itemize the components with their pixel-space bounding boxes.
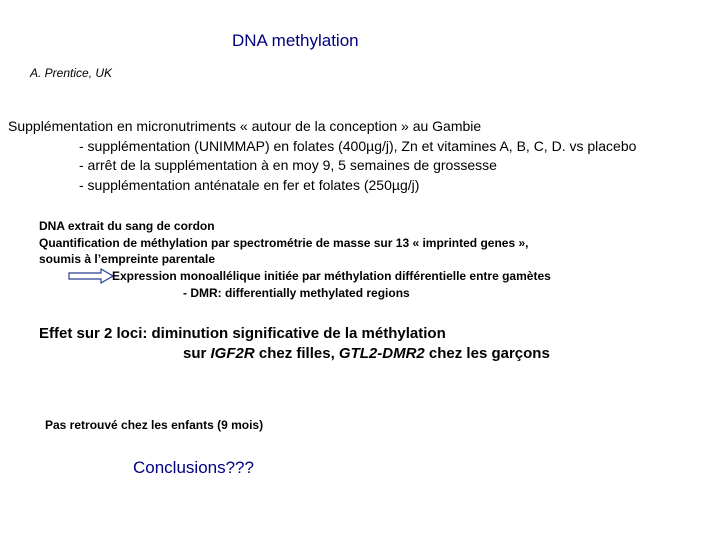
conclusions-heading: Conclusions???: [133, 458, 254, 477]
methods-line: Expression monoallélique initiée par méthylation différentielle entre gamètes: [112, 269, 551, 283]
right-arrow-icon: [68, 268, 114, 284]
effect-genes-line: [183, 345, 550, 362]
supplementation-item: - supplémentation (UNIMMAP) en folates (400µg/j), Zn et vitamines A, B, C, D. vs placebo: [79, 138, 637, 154]
not-found-note: Pas retrouvé chez les enfants (9 mois): [45, 418, 264, 432]
effect-line: Effet sur 2 loci: diminution significative de la méthylation: [39, 325, 446, 342]
supplementation-item: - arrêt de la supplémentation à en moy 9, 5 semaines de grossesse: [79, 157, 497, 173]
effect-mid: chez filles,: [254, 345, 339, 362]
methods-line: soumis à l’empreinte parentale: [39, 252, 216, 266]
effect-prefix: sur: [183, 345, 211, 362]
slide-title: DNA methylation: [232, 31, 359, 50]
supplementation-heading: Supplémentation en micronutriments « autour de la conception » au Gambie: [8, 118, 482, 134]
methods-line: - DMR: differentially methylated regions: [183, 286, 410, 300]
gene-gtl2-dmr2: GTL2-DMR2: [338, 345, 425, 362]
methods-line: DNA extrait du sang de cordon: [39, 219, 215, 233]
author-line: A. Prentice, UK: [30, 66, 113, 80]
methods-line: Quantification de méthylation par spectrométrie de masse sur 13 « imprinted genes »,: [39, 236, 529, 250]
supplementation-item: - supplémentation anténatale en fer et folates (250µg/j): [79, 177, 420, 193]
gene-igf2r: IGF2R: [210, 345, 255, 362]
effect-suffix: chez les garçons: [424, 345, 550, 362]
